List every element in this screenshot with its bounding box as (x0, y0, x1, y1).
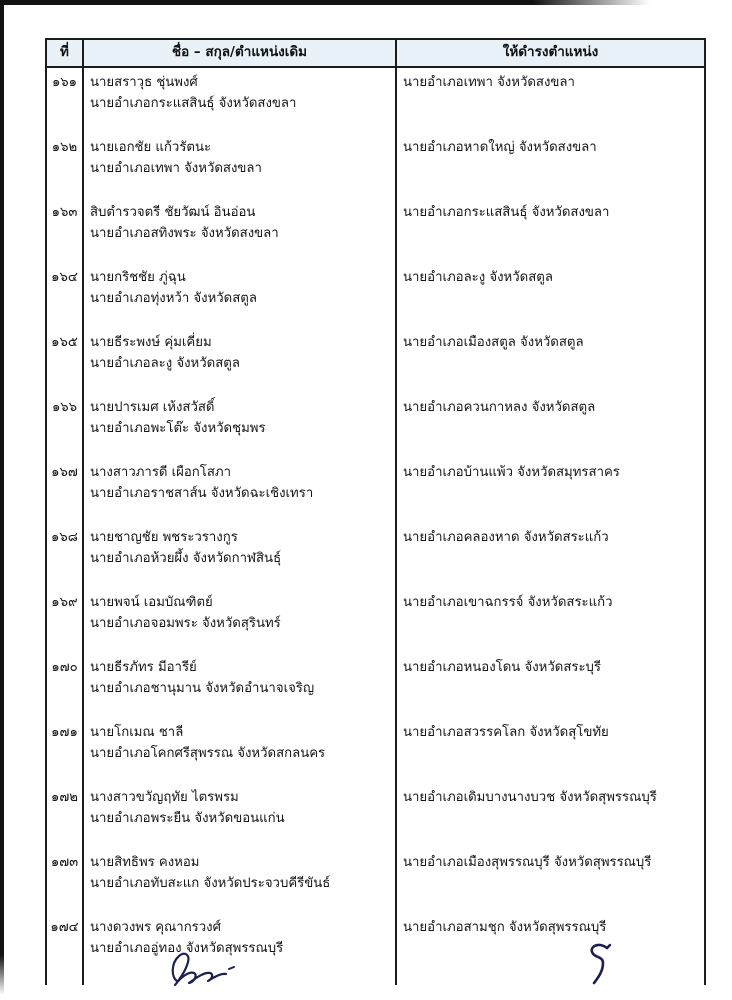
assigned-position-cell (397, 718, 704, 783)
name-and-former-position-cell (84, 653, 397, 718)
assigned-position: นายอำเภอเมืองสุพรรณบุรี จังหวัดสุพรรณบุรี (403, 854, 652, 870)
assigned-position: นายอำเภอควนกาหลง จังหวัดสตูล (403, 399, 596, 415)
row-number: ๑๖๕ (47, 328, 84, 393)
table-row (47, 783, 704, 848)
name-and-former-position-cell (84, 68, 397, 133)
person-name: นายธีระพงษ์ คุ่มเคี่ยม (90, 334, 212, 350)
former-position: นายอำเภออู่ทอง จังหวัดสุพรรณบุรี (90, 941, 284, 957)
assigned-position-cell (397, 653, 704, 718)
person-name: นางสาวขวัญฤทัย ไตรพรม (90, 789, 239, 805)
former-position: นายอำเภอโคกศรีสุพรรณ จังหวัดสกลนคร (90, 746, 326, 762)
assigned-position: นายอำเภอหนองโดน จังหวัดสระบุรี (403, 659, 602, 675)
table-row (47, 718, 704, 783)
table-header-row (47, 40, 704, 68)
assigned-position: นายอำเภอสวรรคโลก จังหวัดสุโขทัย (403, 724, 609, 740)
assigned-position-cell (397, 588, 704, 653)
handwritten-signature (163, 947, 243, 995)
former-position: นายอำเภอชานุมาน จังหวัดอำนาจเจริญ (90, 681, 315, 697)
assigned-position-cell (397, 263, 704, 328)
row-number: ๑๗๓ (47, 848, 84, 913)
name-and-former-position-cell (84, 458, 397, 523)
assigned-position-cell (397, 68, 704, 133)
table-row (47, 588, 704, 653)
scan-edge-top (0, 0, 650, 5)
person-name: นายปารเมศ เห้งสวัสดิ์ (90, 399, 215, 415)
person-name: นางดวงพร คุณากรวงศ์ (90, 919, 221, 935)
assigned-position-cell (397, 913, 704, 985)
name-and-former-position-cell (84, 848, 397, 913)
appointment-table (45, 38, 706, 985)
header-cell-name-former: ชื่อ – สกุล/ตำแหน่งเดิม (84, 40, 397, 66)
row-number: ๑๖๗ (47, 458, 84, 523)
name-and-former-position-cell (84, 198, 397, 263)
person-name: นายกริชชัย ภู่ฉุน (90, 269, 186, 285)
row-number: ๑๖๙ (47, 588, 84, 653)
row-number: ๑๖๒ (47, 133, 84, 198)
row-number: ๑๖๑ (47, 68, 84, 133)
former-position: นายอำเภอละงู จังหวัดสตูล (90, 356, 240, 372)
assigned-position-cell (397, 133, 704, 198)
table-row (47, 263, 704, 328)
former-position: นายอำเภอราชสาส์น จังหวัดฉะเชิงเทรา (90, 486, 314, 502)
assigned-position-cell (397, 198, 704, 263)
former-position: นายอำเภอทุ่งหว้า จังหวัดสตูล (90, 291, 257, 307)
former-position: นายอำเภอพะโต๊ะ จังหวัดชุมพร (90, 421, 266, 437)
assigned-position: นายอำเภอหาดใหญ่ จังหวัดสงขลา (403, 139, 597, 155)
row-number: ๑๖๘ (47, 523, 84, 588)
name-and-former-position-cell (84, 263, 397, 328)
former-position: นายอำเภอพระยืน จังหวัดขอนแก่น (90, 811, 285, 827)
name-and-former-position-cell (84, 783, 397, 848)
name-and-former-position-cell (84, 523, 397, 588)
table-row (47, 68, 704, 133)
scan-edge-left (0, 0, 4, 995)
assigned-position: นายอำเภอคลองหาด จังหวัดสระแก้ว (403, 529, 609, 545)
person-name: นายโกเมณ ชาลี (90, 724, 184, 740)
former-position: นายอำเภอทับสะแก จังหวัดประจวบคีรีขันธ์ (90, 876, 331, 892)
former-position: นายอำเภอจอมพระ จังหวัดสุรินทร์ (90, 616, 281, 632)
table-row (47, 328, 704, 393)
former-position: นายอำเภอเทพา จังหวัดสงขลา (90, 161, 262, 177)
assigned-position: นายอำเภอเมืองสตูล จังหวัดสตูล (403, 334, 584, 350)
assigned-position: นายอำเภอสามชุก จังหวัดสุพรรณบุรี (403, 919, 607, 935)
assigned-position: นายอำเภอเทพา จังหวัดสงขลา (403, 74, 575, 90)
row-number: ๑๗๑ (47, 718, 84, 783)
name-and-former-position-cell (84, 133, 397, 198)
row-number: ๑๖๔ (47, 263, 84, 328)
assigned-position: นายอำเภอกระแสสินธุ์ จังหวัดสงขลา (403, 204, 610, 220)
person-name: สิบตำรวจตรี ชัยวัฒน์ อินอ่อน (90, 204, 256, 220)
person-name: นายเอกชัย แก้วรัตนะ (90, 139, 212, 155)
table-row (47, 523, 704, 588)
former-position: นายอำเภอสทิงพระ จังหวัดสงขลา (90, 226, 279, 242)
header-cell-assigned: ให้ดำรงตำแหน่ง (502, 44, 599, 60)
person-name: นายพจน์ เอมบัณฑิตย์ (90, 594, 213, 610)
assigned-position-cell (397, 783, 704, 848)
assigned-position: นายอำเภอเดิมบางนางบวช จังหวัดสุพรรณบุรี (403, 789, 657, 805)
name-and-former-position-cell (84, 393, 397, 458)
name-and-former-position-cell (84, 588, 397, 653)
row-number: ๑๖๓ (47, 198, 84, 263)
assigned-position: นายอำเภอบ้านแพ้ว จังหวัดสมุทรสาคร (403, 464, 620, 480)
person-name: นายสราวุธ ชุ่นพงศ์ (90, 74, 198, 90)
assigned-position-cell (397, 393, 704, 458)
former-position: นายอำเภอกระแสสินธุ์ จังหวัดสงขลา (90, 96, 297, 112)
table-row (47, 458, 704, 523)
row-number: ๑๗๔ (47, 913, 84, 985)
table-body (47, 68, 704, 985)
table-row (47, 133, 704, 198)
person-name: นายธีรภัทร มีอารีย์ (90, 659, 197, 675)
assigned-position-cell (397, 848, 704, 913)
row-number: ๑๗๒ (47, 783, 84, 848)
header-cell-no: ที่ (47, 40, 84, 66)
table-row (47, 653, 704, 718)
assigned-position: นายอำเภอเขาฉกรรจ์ จังหวัดสระแก้ว (403, 594, 613, 610)
assigned-position-cell (397, 523, 704, 588)
former-position: นายอำเภอห้วยผึ้ง จังหวัดกาฬสินธุ์ (90, 551, 282, 567)
person-name: นายชาญชัย พชระวรางกูร (90, 529, 238, 545)
name-and-former-position-cell (84, 718, 397, 783)
table-row (47, 393, 704, 458)
person-name: นางสาวภารดี เผือกโสภา (90, 464, 232, 480)
assigned-position-cell (397, 328, 704, 393)
row-number: ๑๖๖ (47, 393, 84, 458)
handwritten-mark (583, 942, 615, 988)
table-row (47, 848, 704, 913)
row-number: ๑๗๐ (47, 653, 84, 718)
assigned-position-cell (397, 458, 704, 523)
table-row (47, 198, 704, 263)
person-name: นายสิทธิพร คงหอม (90, 854, 200, 870)
assigned-position: นายอำเภอละงู จังหวัดสตูล (403, 269, 553, 285)
name-and-former-position-cell (84, 328, 397, 393)
